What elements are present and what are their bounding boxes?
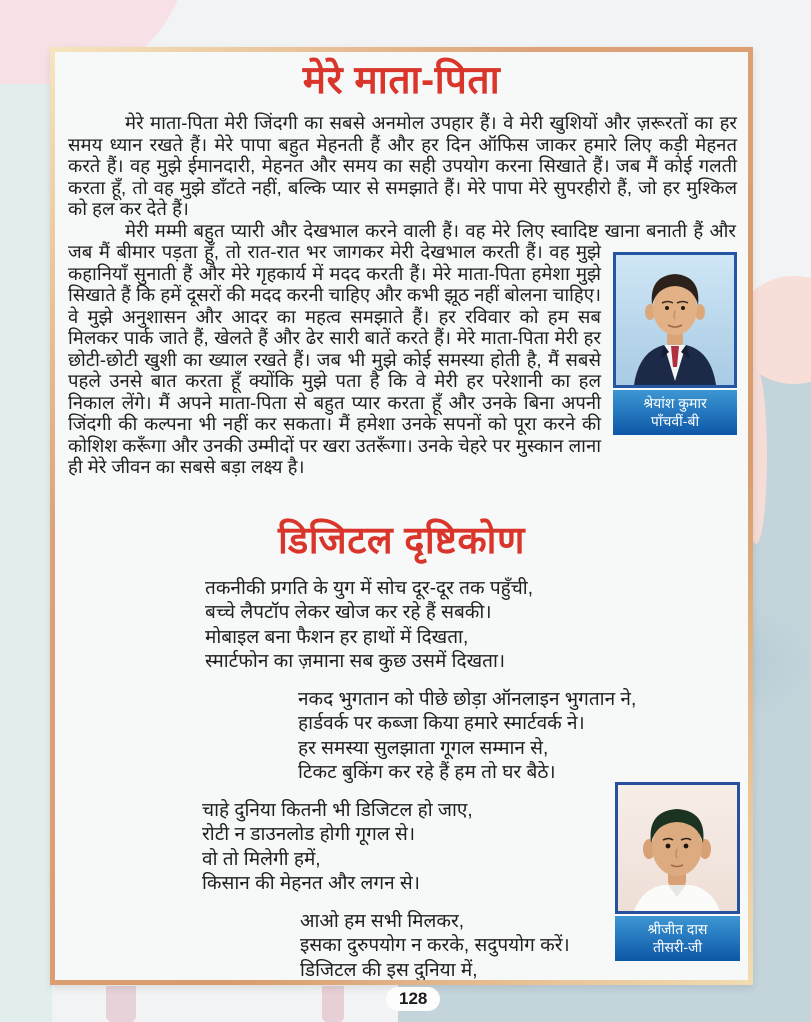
student-photo-card-2 bbox=[615, 782, 740, 961]
student-class-2: तीसरी-जी bbox=[652, 939, 703, 955]
essay-body bbox=[68, 112, 737, 478]
poem-line: बच्चे लैपटॉप लेकर खोज कर रहे हैं सबकी। bbox=[205, 602, 492, 623]
poem-line: तकनीकी प्रगति के युग में सोच दूर-दूर तक पहुँची, bbox=[205, 577, 534, 599]
poem-title: डिजिटल दृष्टिकोण bbox=[278, 519, 525, 562]
page-number: 128 bbox=[386, 987, 440, 1011]
poem-line: डिजिटल की इस दुनिया में, bbox=[300, 959, 478, 980]
poem-line: हर समस्या सुलझाता गूगल सम्मान से, bbox=[298, 737, 549, 759]
poem-line: स्मार्टफोन का ज़माना सब कुछ उसमें दिखता। bbox=[205, 651, 506, 672]
content-frame bbox=[50, 47, 753, 985]
essay-title: मेरे माता-पिता bbox=[302, 59, 501, 102]
poem-stanza-1 bbox=[205, 577, 748, 675]
poem-stanza-2 bbox=[298, 688, 748, 786]
essay-paragraph-1 bbox=[68, 112, 737, 220]
poem-line: किसान की मेहनत और लगन से। bbox=[202, 873, 420, 894]
boy-portrait-suit-icon bbox=[616, 255, 734, 385]
bg-teal-strip-left bbox=[0, 84, 52, 1022]
poem-line: मोबाइल बना फैशन हर हाथों में दिखता, bbox=[205, 626, 469, 648]
poem-line: इसका दुरुपयोग न करके, सदुपयोग करें। bbox=[300, 935, 570, 956]
boy-portrait-toddler-icon bbox=[618, 785, 737, 911]
student-photo-1 bbox=[613, 252, 737, 388]
poem-line: चाहे दुनिया कितनी भी डिजिटल हो जाए, bbox=[202, 799, 473, 821]
student-caption-1 bbox=[613, 390, 737, 435]
photo-offset-strut bbox=[736, 220, 737, 252]
student-photo-2 bbox=[615, 782, 740, 914]
essay-paragraph-2-text: मेरी मम्मी बहुत प्यारी और देखभाल करने वाली हैं। वह मेरे लिए स्वादिष्ट खाना बनाती हैं और जब मैं बीमार पड़ता हूँ, तो रात-रात भर जागकर मेरी देखभाल करती हैं। वह मुझे कहानियाँ सुनाती हैं और मेरे गृहकार्य में मदद करती हैं। मेरे माता-पिता हमेशा मुझे सिखाते हैं कि हमें दूसरों की मदद करनी चाहिए और कभी झूठ नहीं बोलना चाहिए। वे मुझे अनुशासन और आदर का महत्व समझाते हैं। हर रविवार को हम सब मिलकर पार्क जाते हैं, खेलते हैं और ढेर सारी बातें करते हैं। मेरे माता-पिता मेरी हर छोटी-छोटी खुशी का ख्याल रखते हैं। जब भी मुझे कोई समस्या होती है, मैं सबसे पहले उनसे बात करता हूँ क्योंकि मुझे पता है कि वे मेरी हर परेशानी का हल निकाल लेंगे। मैं अपने माता-पिता से बहुत प्यार करता हूँ और उनके बिना अपनी जिंदगी की कल्पना भी नहीं कर सकता। मैं हमेशा उनके सपनों को पूरा करने की कोशिश करूँगा और उनकी उम्मीदों पर खरा उतरूँगा। उनके चेहरे पर मुस्कान लाना ही मेरे जीवन का सबसे बड़ा लक्ष्य है। bbox=[68, 219, 736, 477]
bg-pink-stroke-bottom-1 bbox=[106, 986, 136, 1022]
student-name-1: श्रेयांश कुमार bbox=[643, 394, 707, 411]
essay-paragraph-1-text: मेरे माता-पिता मेरी जिंदगी का सबसे अनमोल उपहार हैं। वे मेरी खुशियों और ज़रूरतों का हर समय ध्यान रखते हैं। मेरे पापा बहुत मेहनती हैं और हर दिन ऑफिस जाकर हमारे लिए कड़ी मेहनत करते हैं। वह मुझे ईमानदारी, मेहनत और समय का सही उपयोग करना सिखाते हैं। जब मैं कोई गलती करता हूँ, तो वह मुझे डाँटते नहीं, बल्कि प्यार से समझाते हैं। मेरे पापा मेरे सुपरहीरो हैं, जो हर मुश्किल को हल कर देते हैं। bbox=[68, 112, 737, 219]
student-caption-2 bbox=[615, 916, 740, 961]
poem-line: नकद भुगतान को पीछे छोड़ा ऑनलाइन भुगतान ने, bbox=[298, 688, 637, 710]
student-name-2: श्रीजीत दास bbox=[647, 921, 708, 937]
poem-line: आओ हम सभी मिलकर, bbox=[300, 910, 465, 932]
poem-line: हार्डवर्क पर कब्जा किया हमारे स्मार्टवर्क ने। bbox=[298, 713, 585, 734]
student-class-1: पाँचवीं-बी bbox=[650, 412, 700, 429]
essay-paragraph-2 bbox=[68, 220, 737, 478]
poem-line: वो तो मिलेगी हमें, bbox=[202, 848, 321, 870]
student-photo-card-1 bbox=[613, 252, 737, 435]
poem-line: टिकट बुकिंग कर रहे हैं हम तो घर बैठे। bbox=[298, 762, 556, 783]
bg-pink-stroke-bottom-2 bbox=[322, 986, 344, 1022]
poem-line: रोटी न डाउनलोड होगी गूगल से। bbox=[202, 824, 416, 845]
content-card bbox=[55, 52, 748, 980]
